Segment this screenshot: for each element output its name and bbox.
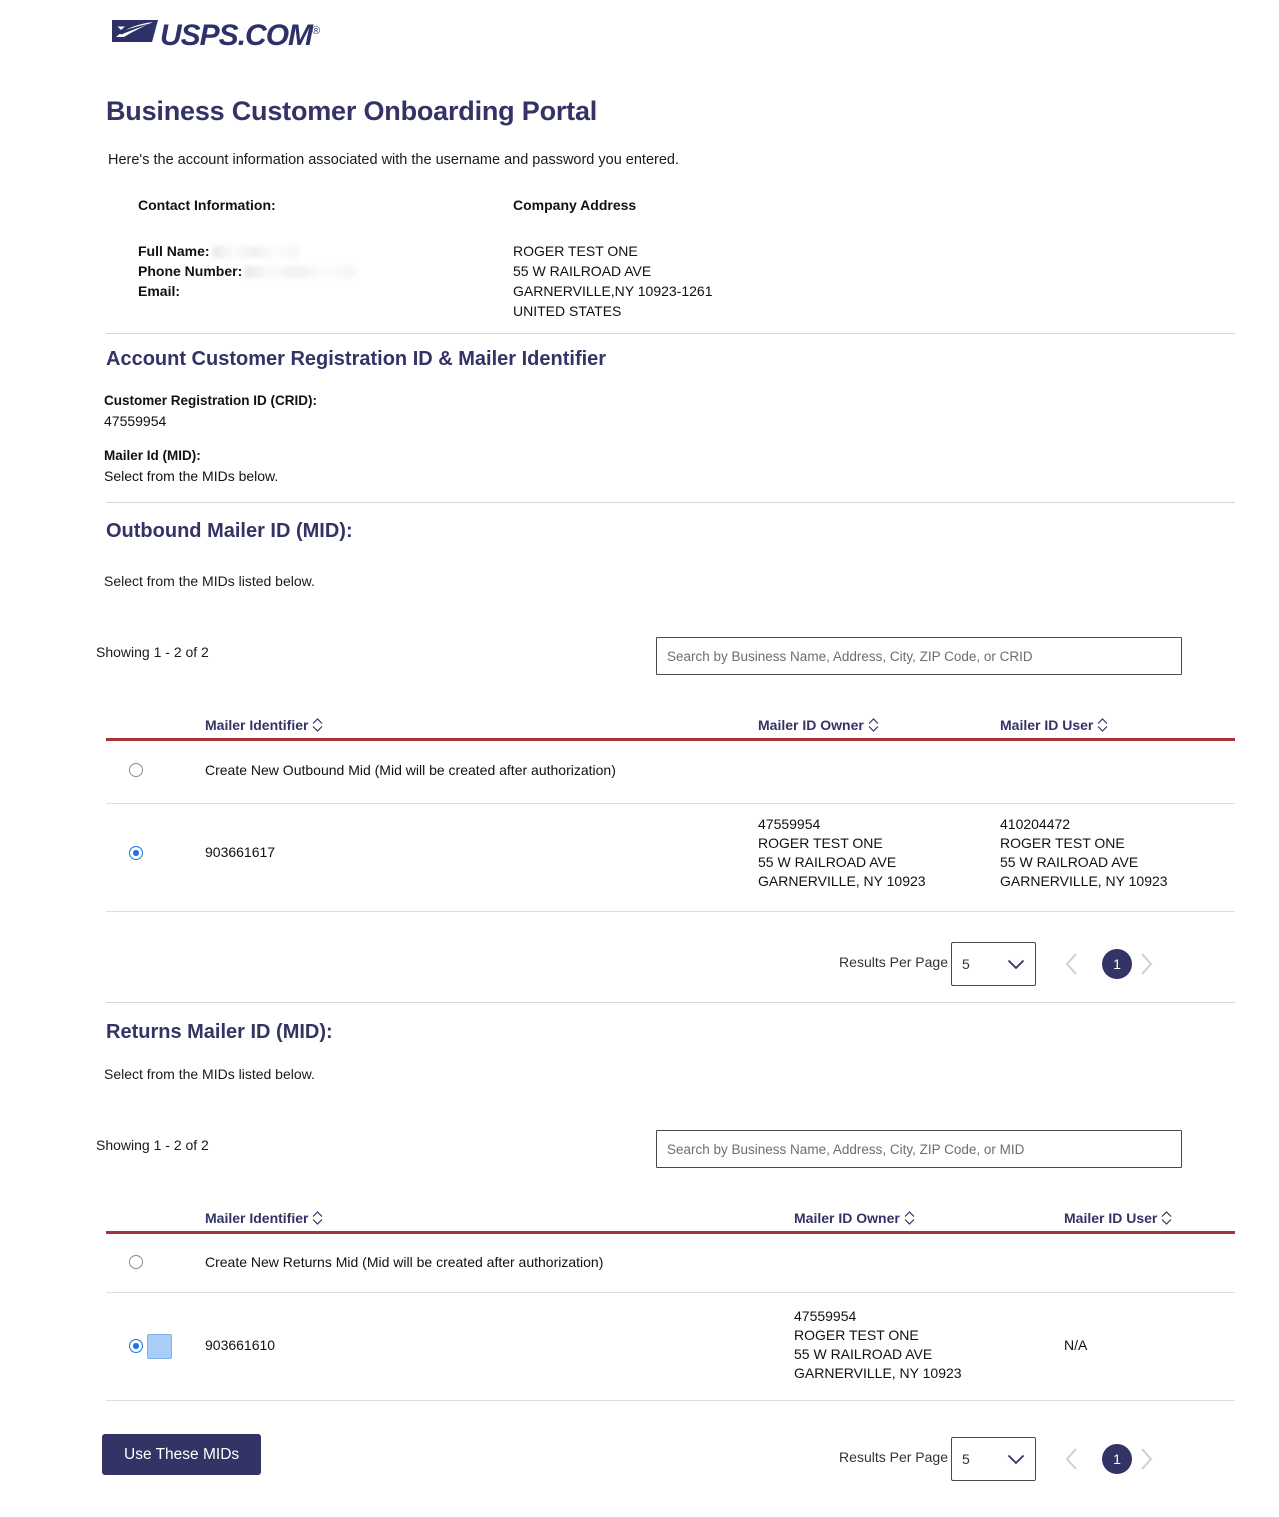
radio-button-icon xyxy=(129,846,143,860)
crid-value: 47559954 xyxy=(104,413,167,429)
phone-number-label: Phone Number: xyxy=(138,263,243,279)
company-address-heading: Company Address xyxy=(513,197,637,213)
outbound-col-mailer-id-user-label: Mailer ID User xyxy=(1000,717,1094,733)
intro-text: Here's the account information associated with the username and password you entered. xyxy=(108,152,680,168)
company-address-line: GARNERVILLE,NY 10923-1261 xyxy=(513,283,713,299)
contact-field-email xyxy=(138,281,355,301)
outbound-col-mailer-identifier[interactable] xyxy=(205,717,323,733)
usps-logo[interactable] xyxy=(112,18,321,52)
sort-chevrons-icon xyxy=(1161,1210,1172,1226)
returns-row-mailer-identifier: 903661610 xyxy=(205,1337,276,1353)
section-divider xyxy=(106,502,1235,503)
pagination-prev-button[interactable] xyxy=(1064,952,1080,976)
mid-value: Select from the MIDs below. xyxy=(104,468,279,484)
owner-citystate: GARNERVILLE, NY 10923 xyxy=(758,873,926,889)
mid-label: Mailer Id (MID): xyxy=(104,448,201,463)
section-divider xyxy=(106,1002,1235,1003)
returns-note: Select from the MIDs listed below. xyxy=(104,1066,315,1082)
outbound-row-radio-903661617[interactable] xyxy=(129,846,143,865)
outbound-search-input[interactable] xyxy=(656,637,1182,675)
outbound-row-mailer-identifier: Create New Outbound Mid (Mid will be created after authorization) xyxy=(205,762,616,778)
outbound-row-radio-create-new[interactable] xyxy=(129,763,143,782)
usps-logo-text: USPS.COM® xyxy=(160,19,321,52)
page-title: Business Customer Onboarding Portal xyxy=(106,96,598,126)
company-address-block xyxy=(513,241,713,321)
sort-chevrons-icon xyxy=(1097,717,1108,733)
returns-search-input[interactable] xyxy=(656,1130,1182,1168)
sort-chevrons-icon xyxy=(868,717,879,733)
top-cropped-strip xyxy=(0,0,1279,3)
chevron-down-icon xyxy=(1007,1454,1025,1465)
pagination-page-1[interactable]: 1 xyxy=(1102,1444,1132,1474)
sort-chevrons-icon xyxy=(904,1210,915,1226)
returns-col-mailer-id-owner[interactable] xyxy=(794,1210,915,1226)
returns-results-per-page-value: 5 xyxy=(962,1451,970,1467)
returns-col-mailer-identifier[interactable] xyxy=(205,1210,323,1226)
owner-crid: 47559954 xyxy=(758,816,821,832)
returns-pagination xyxy=(106,1437,1216,1481)
user-street: 55 W RAILROAD AVE xyxy=(1000,854,1139,870)
contact-field-phone-number xyxy=(138,261,355,281)
use-these-mids-button[interactable]: Use These MIDs xyxy=(102,1434,261,1475)
company-address-line: ROGER TEST ONE xyxy=(513,243,638,259)
pagination-prev-button[interactable] xyxy=(1064,1447,1080,1471)
user-crid: 410204472 xyxy=(1000,816,1071,832)
full-name-value-redacted xyxy=(213,246,299,258)
pagination-page-1[interactable]: 1 xyxy=(1102,949,1132,979)
owner-name: ROGER TEST ONE xyxy=(794,1327,919,1343)
outbound-row-mailer-id-user xyxy=(1000,815,1168,891)
contact-information-heading: Contact Information: xyxy=(138,197,276,213)
radio-button-icon xyxy=(129,763,143,777)
returns-results-per-page-label: Results Per Page xyxy=(839,1449,948,1465)
outbound-results-per-page-select[interactable] xyxy=(951,942,1036,986)
returns-row-mailer-id-owner xyxy=(794,1307,962,1383)
returns-col-mailer-identifier-label: Mailer Identifier xyxy=(205,1210,309,1226)
owner-citystate: GARNERVILLE, NY 10923 xyxy=(794,1365,962,1381)
contact-information-block xyxy=(138,241,355,301)
owner-street: 55 W RAILROAD AVE xyxy=(794,1346,933,1362)
outbound-results-per-page-label: Results Per Page xyxy=(839,954,948,970)
outbound-mid-table xyxy=(106,705,1235,889)
table-row[interactable] xyxy=(106,1234,1235,1293)
email-label: Email: xyxy=(138,283,181,299)
returns-row-mailer-id-user: N/A xyxy=(1064,1337,1088,1353)
phone-number-value-redacted xyxy=(245,266,355,278)
outbound-row-mailer-id-owner xyxy=(758,815,926,891)
returns-col-mailer-id-user[interactable] xyxy=(1064,1210,1172,1226)
outbound-table-header xyxy=(106,705,1235,737)
crid-label: Customer Registration ID (CRID): xyxy=(104,393,318,408)
company-address-line: UNITED STATES xyxy=(513,303,622,319)
owner-crid: 47559954 xyxy=(794,1308,857,1324)
returns-showing-count: Showing 1 - 2 of 2 xyxy=(96,1137,209,1153)
outbound-row-mailer-identifier: 903661617 xyxy=(205,844,276,860)
returns-heading: Returns Mailer ID (MID): xyxy=(106,1021,333,1043)
outbound-showing-count: Showing 1 - 2 of 2 xyxy=(96,644,209,660)
outbound-results-per-page-value: 5 xyxy=(962,956,970,972)
radio-button-icon xyxy=(129,1339,143,1353)
returns-row-radio-create-new[interactable] xyxy=(129,1255,143,1274)
returns-row-mailer-identifier: Create New Returns Mid (Mid will be created after authorization) xyxy=(205,1254,604,1270)
user-citystate: GARNERVILLE, NY 10923 xyxy=(1000,873,1168,889)
outbound-col-mailer-id-owner-label: Mailer ID Owner xyxy=(758,717,864,733)
company-address-line: 55 W RAILROAD AVE xyxy=(513,263,652,279)
outbound-pagination xyxy=(106,942,1216,986)
outbound-note: Select from the MIDs listed below. xyxy=(104,573,315,589)
contact-field-full-name xyxy=(138,241,355,261)
returns-mid-table xyxy=(106,1198,1235,1381)
pagination-next-button[interactable] xyxy=(1138,1447,1154,1471)
owner-street: 55 W RAILROAD AVE xyxy=(758,854,897,870)
outbound-col-mailer-identifier-label: Mailer Identifier xyxy=(205,717,309,733)
registration-heading: Account Customer Registration ID & Mailer Identifier xyxy=(106,348,607,370)
returns-row-radio-903661610[interactable] xyxy=(129,1339,143,1358)
usps-eagle-icon xyxy=(112,18,158,44)
chevron-down-icon xyxy=(1007,959,1025,970)
owner-name: ROGER TEST ONE xyxy=(758,835,883,851)
user-name: ROGER TEST ONE xyxy=(1000,835,1125,851)
radio-button-icon xyxy=(129,1255,143,1269)
outbound-col-mailer-id-user[interactable] xyxy=(1000,717,1108,733)
outbound-heading: Outbound Mailer ID (MID): xyxy=(106,520,353,542)
table-row[interactable] xyxy=(106,741,1235,804)
returns-col-mailer-id-user-label: Mailer ID User xyxy=(1064,1210,1158,1226)
outbound-col-mailer-id-owner[interactable] xyxy=(758,717,879,733)
table-row[interactable] xyxy=(106,804,1235,912)
sort-chevrons-icon xyxy=(312,717,323,733)
section-divider xyxy=(106,333,1235,334)
table-row[interactable] xyxy=(106,1293,1235,1401)
full-name-label: Full Name: xyxy=(138,243,210,259)
returns-results-per-page-select[interactable] xyxy=(951,1437,1036,1481)
sort-chevrons-icon xyxy=(312,1210,323,1226)
returns-col-mailer-id-owner-label: Mailer ID Owner xyxy=(794,1210,900,1226)
radio-focus-highlight xyxy=(147,1334,172,1359)
pagination-next-button[interactable] xyxy=(1138,952,1154,976)
returns-table-header xyxy=(106,1198,1235,1230)
